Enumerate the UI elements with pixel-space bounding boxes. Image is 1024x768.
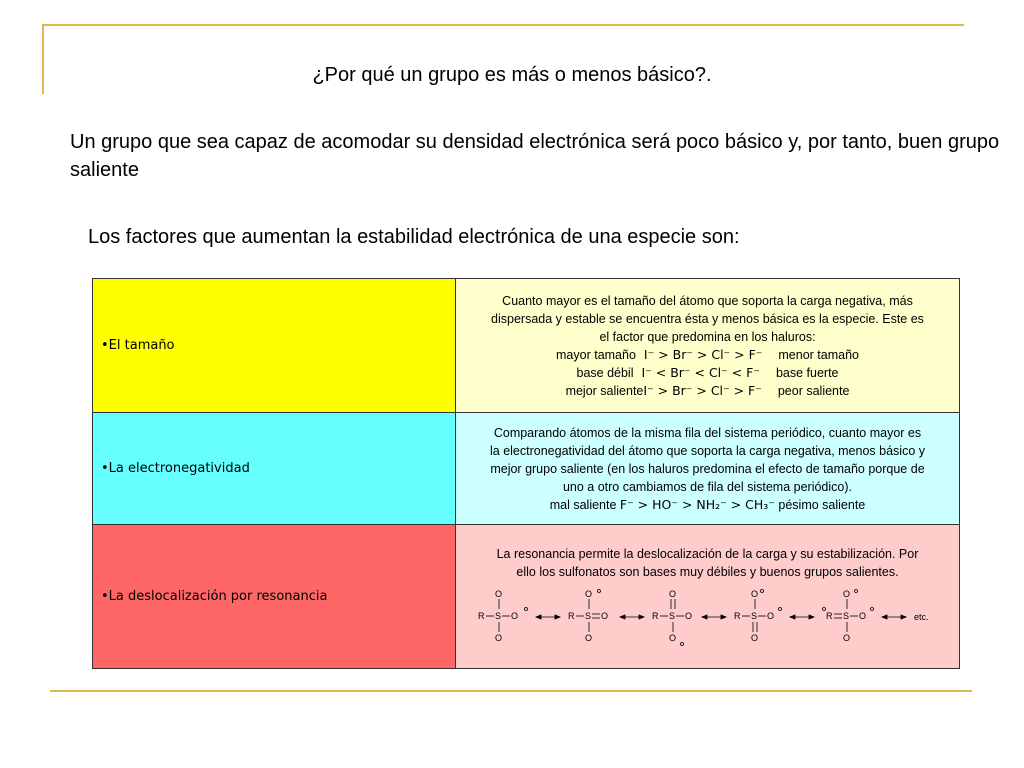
frame-top-line — [42, 24, 964, 26]
svg-text:O: O — [842, 588, 850, 599]
resonance-structure — [822, 589, 873, 643]
svg-text:O: O — [510, 610, 518, 621]
slide-title: ¿Por qué un grupo es más o menos básico?. — [312, 64, 712, 86]
series-line — [462, 496, 953, 514]
svg-text:O: O — [494, 632, 502, 643]
desc-line: la electronegatividad del átomo que soporta la carga negativa, menos básico y — [490, 443, 925, 458]
factor-desc-electronegativity — [456, 413, 960, 525]
factor-label-electronegativity: •La electronegatividad — [93, 413, 456, 525]
svg-text:R: R — [733, 610, 740, 621]
factor-label-resonance: •La deslocalización por resonancia — [93, 525, 456, 669]
intro-paragraph: Un grupo que sea capaz de acomodar su densidad electrónica será poco básico y, por tanto, buen grupo saliente — [70, 131, 1000, 181]
series-left: base débil — [576, 365, 634, 380]
svg-text:R: R — [567, 610, 574, 621]
svg-text:R: R — [477, 610, 484, 621]
svg-text:O: O — [668, 632, 676, 643]
series-left: mejor saliente — [565, 383, 644, 398]
resonance-structure — [652, 589, 692, 646]
desc-line: La resonancia permite la deslocalización de la carga y su estabilización. Por — [496, 546, 919, 561]
desc-line: dispersada y estable se encuentra ésta y menos básica es la especie. Este es — [491, 311, 924, 326]
svg-text:O: O — [600, 610, 608, 621]
resonance-structure — [568, 589, 608, 643]
table-row — [93, 525, 960, 669]
series-left: mayor tamaño — [556, 347, 636, 362]
factor-desc-resonance — [456, 525, 960, 669]
resonance-structure — [734, 589, 782, 643]
series-right: menor tamaño — [778, 347, 859, 362]
resonance-structure — [478, 589, 528, 643]
desc-line: uno a otro cambiamos de fila del sistema periódico). — [562, 479, 853, 494]
sulfonate-resonance-structures — [468, 587, 948, 649]
desc-line: Cuanto mayor es el tamaño del átomo que soporta la carga negativa, más — [502, 293, 913, 308]
desc-line: Comparando átomos de la misma fila del sistema periódico, cuanto mayor es — [493, 425, 922, 440]
svg-text:O: O — [668, 588, 676, 599]
etc-label: etc. — [913, 611, 929, 622]
series-seq: F⁻ > HO⁻ > NH₂⁻ > CH₃⁻ — [619, 496, 775, 512]
table-row — [93, 413, 960, 525]
series-right: base fuerte — [775, 365, 839, 380]
series-line — [462, 382, 953, 400]
factors-table — [92, 278, 960, 669]
svg-text:O: O — [766, 610, 774, 621]
svg-text:O: O — [750, 588, 758, 599]
series-line — [462, 346, 953, 364]
series-seq: I⁻ < Br⁻ < Cl⁻ < F⁻ — [641, 364, 760, 380]
svg-text:O: O — [750, 632, 758, 643]
series-seq: I⁻ > Br⁻ > Cl⁻ > F⁻ — [643, 382, 762, 398]
svg-text:S: S — [584, 610, 591, 621]
svg-text:R: R — [825, 610, 832, 621]
svg-text:O: O — [584, 632, 592, 643]
svg-text:O: O — [684, 610, 692, 621]
svg-text:O: O — [842, 632, 850, 643]
series-line — [462, 364, 953, 382]
series-right: peor saliente — [777, 383, 850, 398]
desc-line: mejor grupo saliente (en los haluros predomina el efecto de tamaño porque de — [490, 461, 925, 476]
series-left: mal saliente — [549, 497, 617, 512]
factor-label-size: •El tamaño — [93, 279, 456, 413]
svg-text:S: S — [494, 610, 501, 621]
series-right: pésimo saliente — [778, 497, 866, 512]
svg-text:S: S — [842, 610, 849, 621]
frame-bottom-line — [50, 690, 972, 692]
svg-text:O: O — [858, 610, 866, 621]
desc-line: el factor que predomina en los haluros: — [599, 329, 816, 344]
svg-text:O: O — [584, 588, 592, 599]
svg-text:S: S — [750, 610, 757, 621]
factors-heading: Los factores que aumentan la estabilidad electrónica de una especie son: — [88, 226, 740, 248]
table-row — [93, 279, 960, 413]
factor-desc-size — [456, 279, 960, 413]
desc-line: ello los sulfonatos son bases muy débiles y buenos grupos salientes. — [516, 564, 899, 579]
svg-text:R: R — [651, 610, 658, 621]
series-seq: I⁻ > Br⁻ > Cl⁻ > F⁻ — [643, 346, 763, 362]
svg-text:S: S — [668, 610, 675, 621]
svg-text:O: O — [494, 588, 502, 599]
